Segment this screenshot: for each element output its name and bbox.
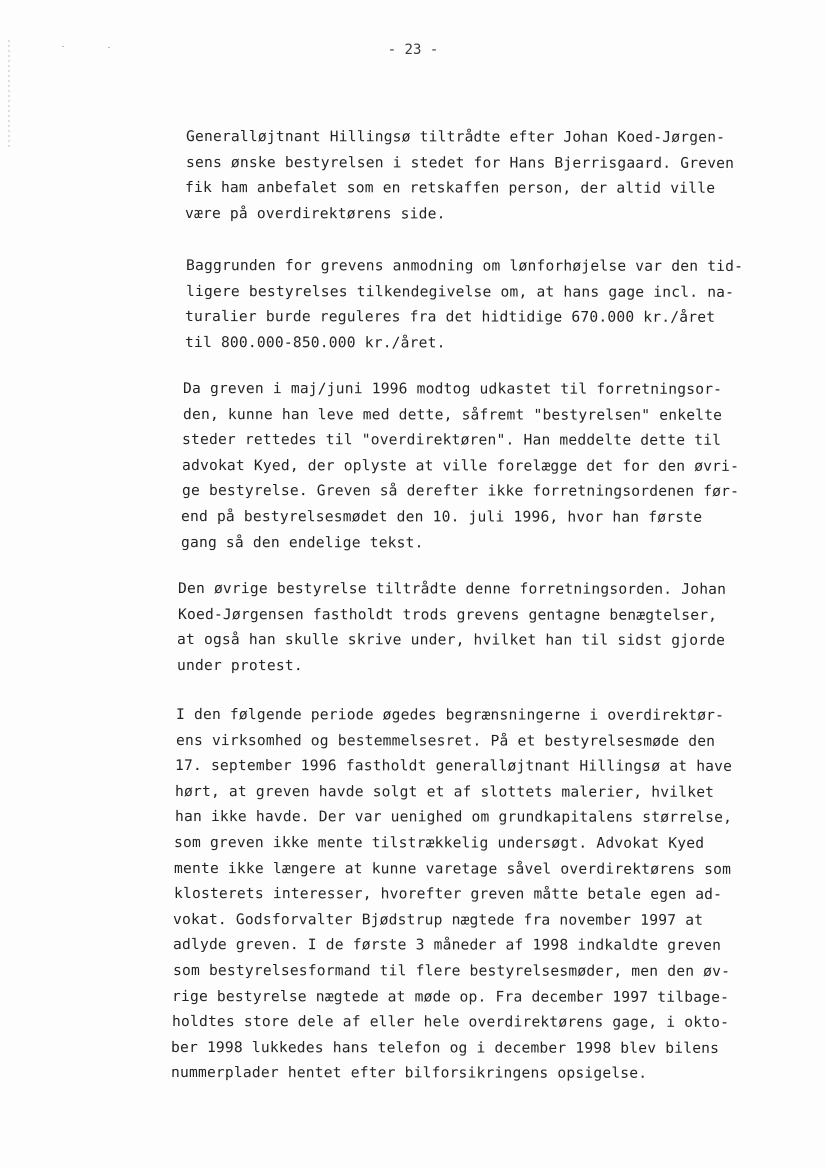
text-line: under protest.: [176, 656, 303, 674]
text-line: sens ønske bestyrelsen i stedet for Hans Bjerrisgaard. Greven: [185, 153, 734, 172]
text-line: klosterets interesser, hvorefter greven måtte betale egen ad-: [173, 885, 722, 904]
text-line: mente ikke længere at kunne varetage såvel overdirektørens som: [173, 859, 732, 878]
text-line: den, kunne han leve med dette, såfremt "bestyrelsen" enkelte: [182, 405, 722, 424]
text-line: advokat Kyed, der oplyste at ville forelægge det for den øvri-: [181, 456, 740, 475]
text-line: Koed-Jørgensen fastholdt trods grevens gentagne benægtelser,: [177, 605, 717, 624]
text-line: I den følgende periode øgedes begrænsningerne i overdirektør-: [175, 706, 725, 724]
text-line: vokat. Godsforvalter Bjødstrup nægtede fra november 1997 at: [173, 910, 704, 929]
text-line: ens virksomhed og bestemmelsesret. På et bestyrelsesmøde den: [175, 731, 715, 750]
text-line: til 800.000-850.000 kr./året.: [184, 333, 446, 352]
text-line: ge bestyrelse. Greven så derefter ikke forretningsordenen før-: [181, 482, 739, 501]
text-line: 17. september 1996 fastholdt generalløjtnant Hillingsø at have: [175, 757, 733, 776]
text-line: fik ham anbefalet som en retskaffen person, der altid ville: [185, 179, 716, 198]
text-line: gang så den endelige tekst.: [180, 533, 424, 551]
text-line: nummerplader hentet efter bilforsikringens opsigelse.: [171, 1064, 648, 1083]
text-line: ber 1998 lukkedes hans telefon og i december 1998 blev bilens: [171, 1038, 720, 1057]
text-line: end på bestyrelsesmødet den 10. juli 1996, hvor han første: [181, 508, 703, 526]
text-line: steder rettedes til "overdirektøren". Han meddelte dette til: [182, 431, 722, 450]
text-line: turalier burde reguleres fra det hidtidige 670.000 kr./året: [185, 308, 716, 327]
page-number: - 23 -: [387, 42, 439, 58]
text-line: at også han skulle skrive under, hvilket han til sidst gjorde: [177, 631, 726, 650]
text-line: rige bestyrelse nægtede at møde op. Fra december 1997 tilbage-: [172, 987, 730, 1006]
text-line: Baggrunden for grevens anmodning om lønforhøjelse var den tid-: [185, 257, 744, 275]
text-line: han ikke havde. Der var uenighed om grundkapitalens størrelse,: [174, 808, 732, 827]
text-line: Da greven i maj/juni 1996 modtog udkastet til forretningsor-: [182, 380, 723, 398]
text-line: være på overdirektørens side.: [184, 204, 446, 223]
text-line: ligere bestyrelses tilkendegivelse om, at hans gage incl. na-: [185, 282, 734, 301]
text-line: som greven ikke mente tilstrækkelig undersøgt. Advokat Kyed: [174, 834, 705, 852]
text-line: holdtes store dele af eller hele overdirektørens gage, i okto-: [171, 1013, 729, 1032]
text-line: adlyde greven. I de første 3 måneder af 1998 indkaldte greven: [172, 936, 722, 955]
text-line: som bestyrelsesformand til flere bestyrelsesmøder, men den øv-: [172, 962, 730, 980]
text-line: Den øvrige bestyrelse tiltrådte denne forretningsorden. Johan: [177, 580, 727, 598]
text-line: Generalløjtnant Hillingsø tiltrådte efter Johan Koed-Jørgen-: [185, 128, 726, 146]
text-line: hørt, at greven havde solgt et af slottets malerier, hvilket: [174, 782, 715, 801]
